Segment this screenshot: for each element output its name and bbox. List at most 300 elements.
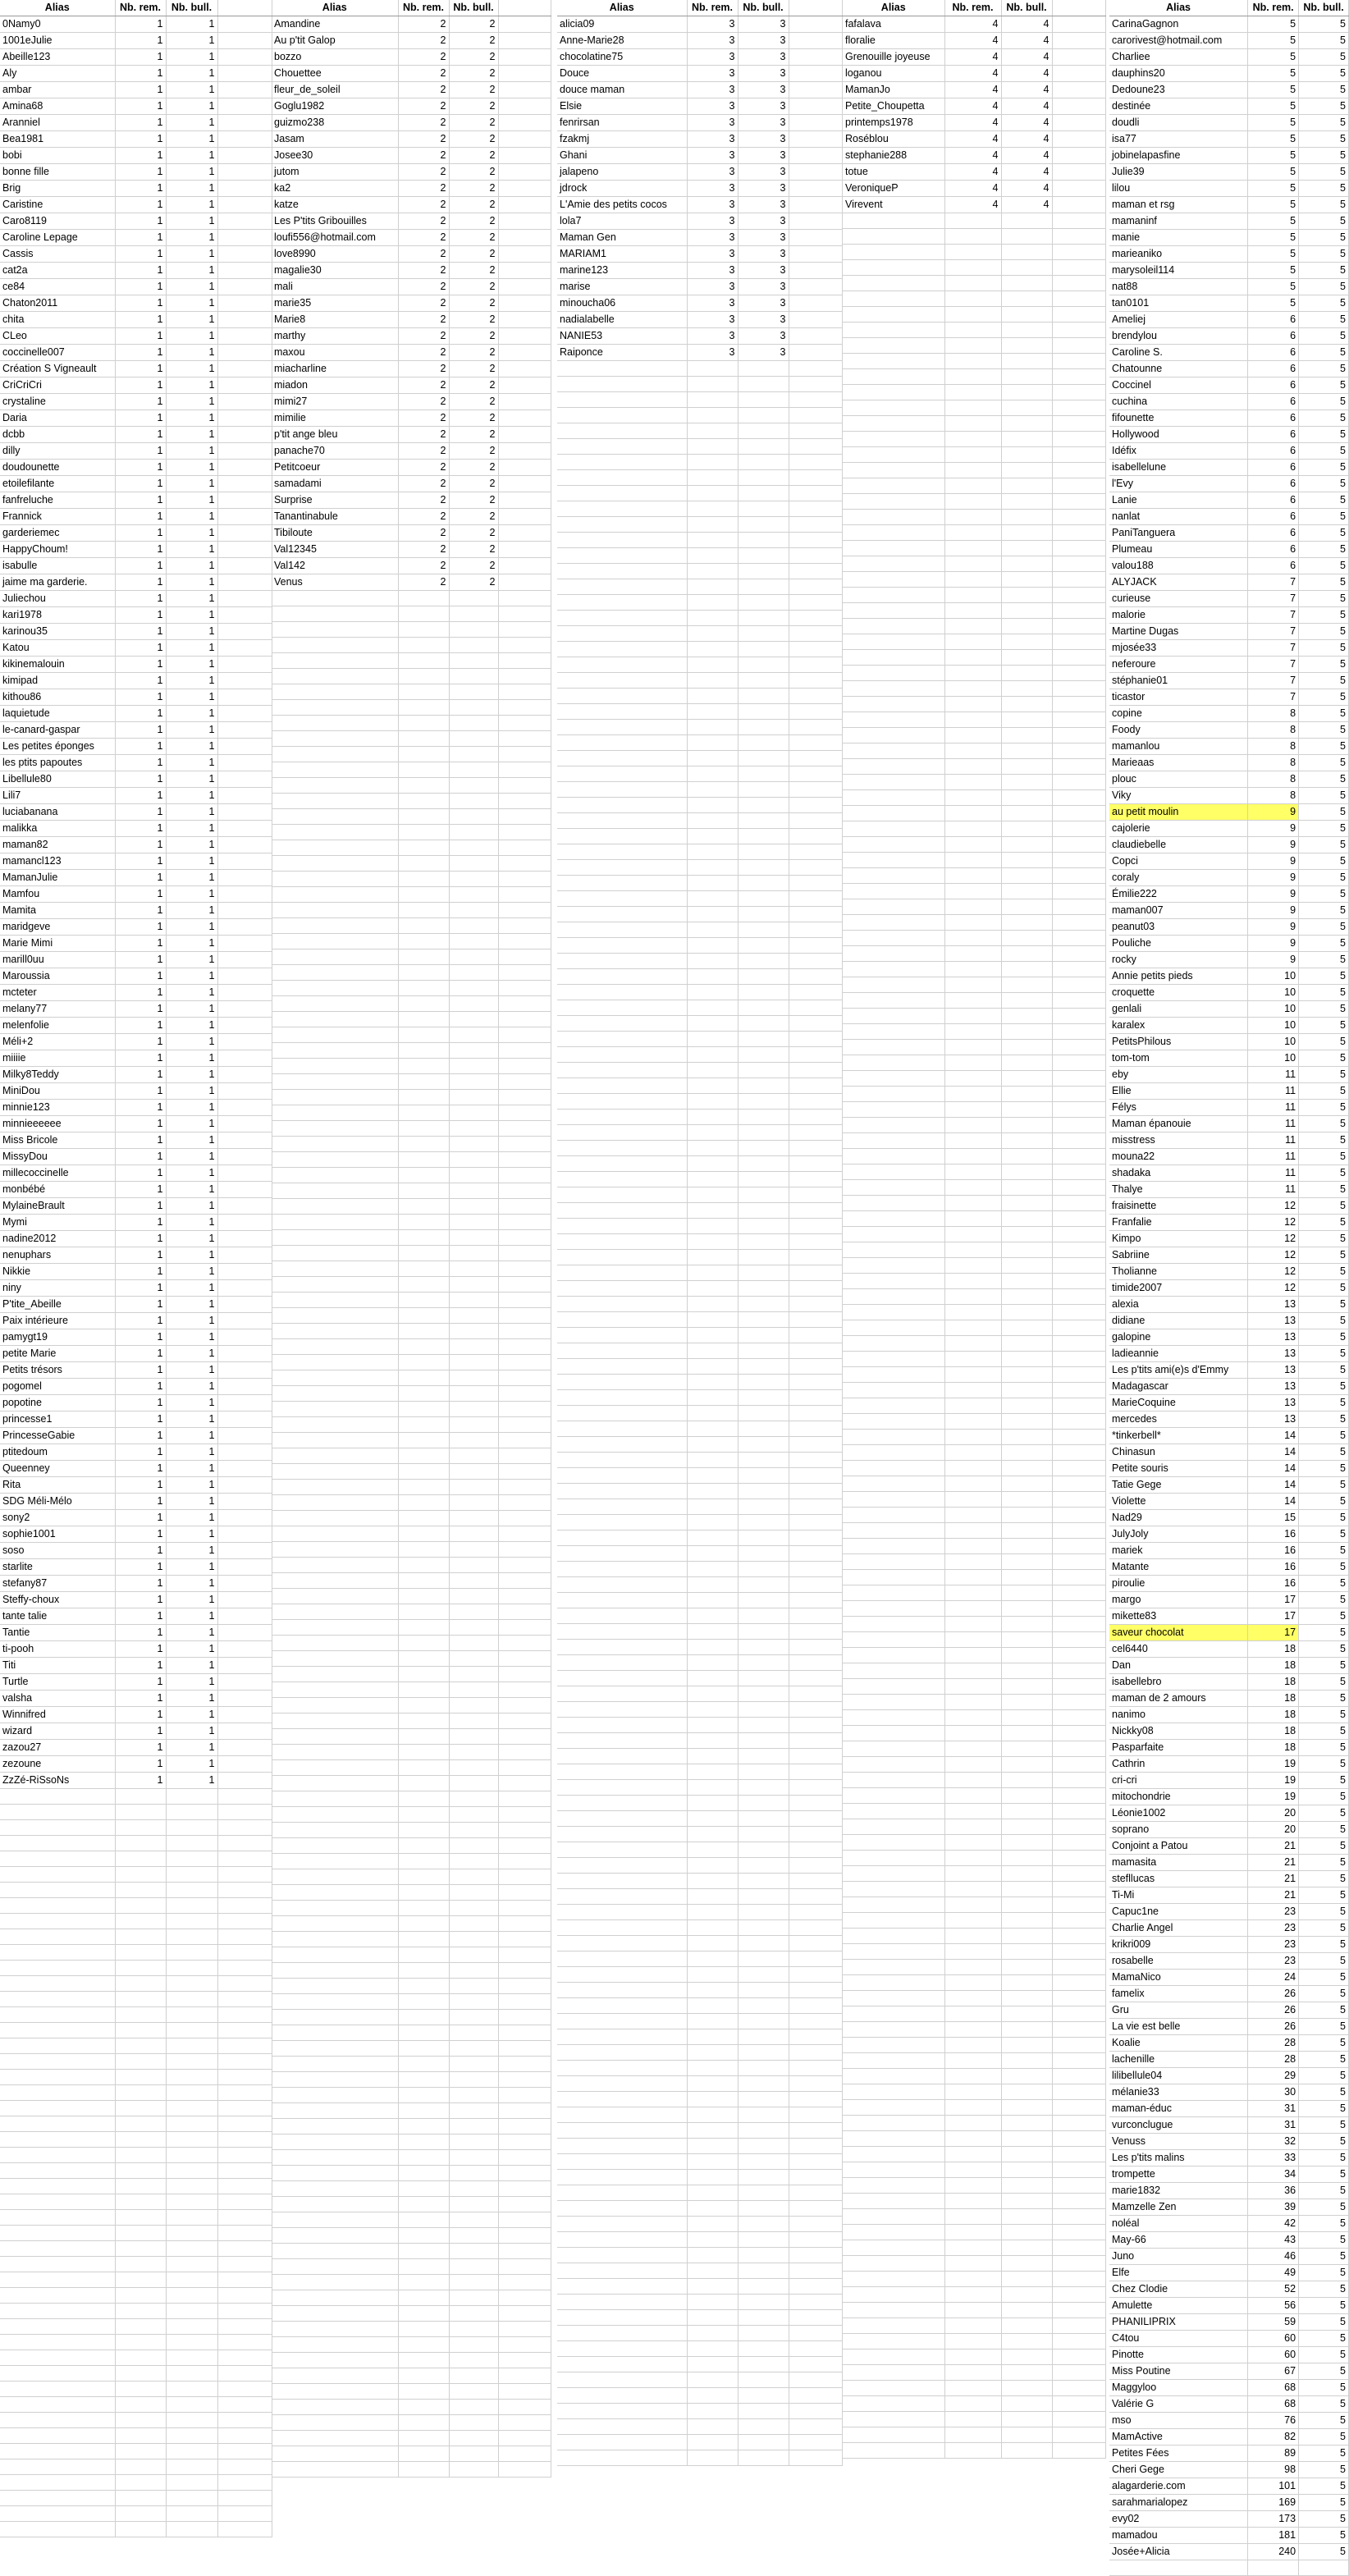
alias-cell[interactable] bbox=[843, 588, 944, 603]
bull-cell[interactable] bbox=[738, 1063, 789, 1078]
empty-cell[interactable] bbox=[789, 2076, 842, 2092]
alias-cell[interactable] bbox=[272, 1027, 398, 1043]
rem-cell[interactable]: 1 bbox=[115, 443, 166, 460]
rem-cell[interactable]: 5 bbox=[1248, 213, 1299, 230]
bull-cell[interactable]: 1 bbox=[166, 1346, 217, 1362]
empty-cell[interactable] bbox=[789, 860, 842, 876]
alias-cell[interactable] bbox=[272, 2197, 398, 2212]
empty-cell[interactable] bbox=[217, 1707, 272, 1723]
bull-cell[interactable]: 1 bbox=[166, 1625, 217, 1641]
alias-cell[interactable] bbox=[272, 1573, 398, 1589]
empty-cell[interactable] bbox=[217, 2226, 272, 2241]
bull-cell[interactable] bbox=[449, 638, 498, 653]
alias-cell[interactable] bbox=[557, 1889, 687, 1905]
bull-cell[interactable] bbox=[738, 1110, 789, 1125]
bull-cell[interactable]: 5 bbox=[1299, 886, 1349, 903]
bull-cell[interactable] bbox=[1001, 2287, 1052, 2303]
bull-cell[interactable] bbox=[449, 1979, 498, 1994]
bull-cell[interactable]: 1 bbox=[166, 1477, 217, 1494]
empty-cell[interactable] bbox=[1052, 2287, 1105, 2303]
empty-cell[interactable] bbox=[789, 1125, 842, 1141]
empty-cell[interactable] bbox=[498, 1137, 551, 1152]
bull-cell[interactable] bbox=[738, 1094, 789, 1110]
alias-cell[interactable] bbox=[843, 884, 944, 899]
alias-cell[interactable]: Copci bbox=[1109, 853, 1248, 870]
rem-cell[interactable]: 56 bbox=[1248, 2298, 1299, 2314]
bull-cell[interactable] bbox=[166, 1851, 217, 1867]
alias-cell[interactable] bbox=[272, 2010, 398, 2025]
bull-cell[interactable]: 2 bbox=[449, 295, 498, 312]
empty-cell[interactable] bbox=[1052, 556, 1105, 572]
alias-cell[interactable]: Frannick bbox=[0, 509, 115, 525]
bull-cell[interactable] bbox=[738, 954, 789, 969]
alias-cell[interactable] bbox=[0, 2132, 115, 2148]
rem-cell[interactable] bbox=[398, 669, 449, 684]
alias-cell[interactable]: Julie39 bbox=[1109, 164, 1248, 181]
empty-cell[interactable] bbox=[498, 778, 551, 794]
empty-cell[interactable] bbox=[789, 2061, 842, 2076]
alias-cell[interactable]: loufi556@hotmail.com bbox=[272, 230, 398, 246]
alias-cell[interactable] bbox=[272, 1667, 398, 1682]
alias-cell[interactable] bbox=[272, 2368, 398, 2384]
bull-cell[interactable]: 5 bbox=[1299, 689, 1349, 706]
alias-cell[interactable] bbox=[272, 934, 398, 949]
alias-cell[interactable] bbox=[843, 650, 944, 666]
bull-cell[interactable]: 3 bbox=[738, 148, 789, 164]
rem-cell[interactable] bbox=[944, 1695, 1001, 1710]
bull-cell[interactable] bbox=[166, 2101, 217, 2116]
alias-cell[interactable]: Léonie1002 bbox=[1109, 1805, 1248, 1822]
rem-cell[interactable]: 17 bbox=[1248, 1608, 1299, 1625]
alias-cell[interactable] bbox=[557, 2248, 687, 2263]
bull-cell[interactable]: 5 bbox=[1299, 804, 1349, 821]
rem-cell[interactable] bbox=[944, 775, 1001, 790]
alias-cell[interactable] bbox=[272, 1417, 398, 1433]
rem-cell[interactable]: 8 bbox=[1248, 788, 1299, 804]
alias-cell[interactable]: Hollywood bbox=[1109, 427, 1248, 443]
empty-cell[interactable] bbox=[217, 1116, 272, 1132]
empty-cell[interactable] bbox=[498, 1947, 551, 1963]
alias-cell[interactable] bbox=[843, 1866, 944, 1882]
bull-cell[interactable] bbox=[1001, 2303, 1052, 2318]
bull-cell[interactable]: 5 bbox=[1299, 771, 1349, 788]
bull-cell[interactable]: 5 bbox=[1299, 1592, 1349, 1608]
rem-cell[interactable] bbox=[944, 323, 1001, 338]
empty-cell[interactable] bbox=[789, 470, 842, 486]
alias-cell[interactable]: timide2007 bbox=[1109, 1280, 1248, 1297]
empty-cell[interactable] bbox=[498, 684, 551, 700]
empty-cell[interactable] bbox=[1052, 2272, 1105, 2287]
empty-cell[interactable] bbox=[789, 1187, 842, 1203]
rem-cell[interactable]: 7 bbox=[1248, 657, 1299, 673]
rem-cell[interactable] bbox=[115, 2210, 166, 2226]
bull-cell[interactable]: 5 bbox=[1299, 33, 1349, 49]
empty-cell[interactable] bbox=[1052, 1632, 1105, 1648]
rem-cell[interactable] bbox=[944, 2084, 1001, 2100]
bull-cell[interactable]: 2 bbox=[449, 558, 498, 574]
alias-cell[interactable] bbox=[843, 260, 944, 276]
bull-cell[interactable] bbox=[449, 1105, 498, 1121]
bull-cell[interactable]: 1 bbox=[166, 821, 217, 837]
alias-cell[interactable] bbox=[557, 1749, 687, 1764]
alias-cell[interactable] bbox=[272, 2103, 398, 2119]
bull-cell[interactable]: 5 bbox=[1299, 624, 1349, 640]
alias-cell[interactable] bbox=[0, 1851, 115, 1867]
rem-cell[interactable] bbox=[687, 517, 738, 533]
rem-cell[interactable] bbox=[944, 1476, 1001, 1492]
alias-cell[interactable] bbox=[843, 1601, 944, 1617]
bull-cell[interactable] bbox=[449, 1698, 498, 1714]
rem-cell[interactable] bbox=[944, 1336, 1001, 1352]
rem-cell[interactable]: 1 bbox=[115, 1018, 166, 1034]
bull-cell[interactable]: 4 bbox=[1001, 181, 1052, 197]
alias-cell[interactable]: Cassis bbox=[0, 246, 115, 263]
alias-cell[interactable] bbox=[843, 2131, 944, 2147]
empty-cell[interactable] bbox=[789, 844, 842, 860]
empty-cell[interactable] bbox=[498, 669, 551, 684]
empty-cell[interactable] bbox=[498, 98, 551, 115]
rem-cell[interactable]: 16 bbox=[1248, 1576, 1299, 1592]
alias-cell[interactable]: PaniTanguera bbox=[1109, 525, 1248, 542]
bull-cell[interactable]: 1 bbox=[166, 1526, 217, 1543]
empty-cell[interactable] bbox=[217, 1395, 272, 1412]
empty-cell[interactable] bbox=[789, 312, 842, 328]
empty-cell[interactable] bbox=[217, 1625, 272, 1641]
alias-cell[interactable] bbox=[843, 993, 944, 1009]
bull-cell[interactable] bbox=[1001, 962, 1052, 977]
empty-cell[interactable] bbox=[789, 1219, 842, 1234]
alias-cell[interactable] bbox=[557, 2263, 687, 2279]
empty-cell[interactable] bbox=[1052, 2178, 1105, 2194]
empty-cell[interactable] bbox=[498, 1636, 551, 1651]
empty-cell[interactable] bbox=[1052, 1009, 1105, 1024]
alias-cell[interactable] bbox=[0, 1929, 115, 1945]
rem-cell[interactable] bbox=[944, 1944, 1001, 1960]
bull-cell[interactable]: 1 bbox=[166, 1329, 217, 1346]
rem-cell[interactable]: 23 bbox=[1248, 1920, 1299, 1937]
alias-cell[interactable] bbox=[272, 872, 398, 887]
rem-cell[interactable] bbox=[687, 673, 738, 689]
rem-cell[interactable]: 59 bbox=[1248, 2314, 1299, 2331]
empty-cell[interactable] bbox=[1052, 1118, 1105, 1133]
bull-cell[interactable] bbox=[449, 2103, 498, 2119]
rem-cell[interactable] bbox=[944, 619, 1001, 634]
alias-cell[interactable] bbox=[843, 354, 944, 369]
empty-cell[interactable] bbox=[217, 1329, 272, 1346]
bull-cell[interactable]: 3 bbox=[738, 115, 789, 131]
rem-cell[interactable] bbox=[398, 825, 449, 840]
bull-cell[interactable]: 4 bbox=[1001, 197, 1052, 213]
rem-cell[interactable]: 9 bbox=[1248, 870, 1299, 886]
rem-cell[interactable] bbox=[398, 1105, 449, 1121]
rem-cell[interactable]: 4 bbox=[944, 164, 1001, 181]
alias-cell[interactable] bbox=[0, 1898, 115, 1914]
alias-cell[interactable] bbox=[0, 2257, 115, 2272]
rem-cell[interactable]: 2 bbox=[398, 361, 449, 377]
rem-cell[interactable] bbox=[398, 1916, 449, 1932]
alias-cell[interactable] bbox=[0, 2272, 115, 2288]
alias-cell[interactable] bbox=[272, 2337, 398, 2353]
empty-cell[interactable] bbox=[498, 949, 551, 965]
rem-cell[interactable] bbox=[398, 1339, 449, 1355]
empty-cell[interactable] bbox=[217, 1165, 272, 1182]
rem-cell[interactable] bbox=[944, 1835, 1001, 1851]
bull-cell[interactable]: 1 bbox=[166, 771, 217, 788]
bull-cell[interactable]: 1 bbox=[166, 115, 217, 131]
alias-cell[interactable] bbox=[557, 1406, 687, 1421]
alias-cell[interactable] bbox=[843, 494, 944, 510]
alias-cell[interactable] bbox=[843, 775, 944, 790]
bull-cell[interactable] bbox=[1001, 1242, 1052, 1258]
rem-cell[interactable] bbox=[944, 1570, 1001, 1585]
rem-cell[interactable] bbox=[944, 510, 1001, 525]
rem-cell[interactable] bbox=[398, 2259, 449, 2275]
empty-cell[interactable] bbox=[1052, 1289, 1105, 1305]
rem-cell[interactable] bbox=[944, 400, 1001, 416]
alias-cell[interactable] bbox=[843, 1835, 944, 1851]
empty-cell[interactable] bbox=[217, 2038, 272, 2054]
alias-cell[interactable]: MamActive bbox=[1109, 2429, 1248, 2446]
alias-cell[interactable] bbox=[557, 766, 687, 782]
empty-cell[interactable] bbox=[789, 1421, 842, 1437]
bull-cell[interactable] bbox=[1001, 2381, 1052, 2396]
rem-cell[interactable] bbox=[944, 666, 1001, 681]
rem-cell[interactable] bbox=[398, 2119, 449, 2134]
alias-cell[interactable]: karalex bbox=[1109, 1018, 1248, 1034]
empty-cell[interactable] bbox=[1052, 33, 1105, 49]
rem-cell[interactable]: 19 bbox=[1248, 1789, 1299, 1805]
alias-cell[interactable]: Nad29 bbox=[1109, 1510, 1248, 1526]
empty-cell[interactable] bbox=[498, 1698, 551, 1714]
empty-cell[interactable] bbox=[789, 1281, 842, 1297]
alias-cell[interactable]: Charlie Angel bbox=[1109, 1920, 1248, 1937]
alias-cell[interactable] bbox=[557, 1936, 687, 1951]
bull-cell[interactable] bbox=[449, 1947, 498, 1963]
bull-cell[interactable] bbox=[1001, 1741, 1052, 1757]
alias-cell[interactable] bbox=[843, 213, 944, 229]
bull-cell[interactable]: 5 bbox=[1299, 2347, 1349, 2363]
alias-cell[interactable] bbox=[272, 731, 398, 747]
rem-cell[interactable] bbox=[687, 2341, 738, 2357]
alias-cell[interactable] bbox=[272, 2446, 398, 2462]
bull-cell[interactable]: 2 bbox=[449, 197, 498, 213]
empty-cell[interactable] bbox=[498, 1714, 551, 1729]
bull-cell[interactable]: 1 bbox=[166, 722, 217, 739]
bull-cell[interactable] bbox=[738, 2357, 789, 2372]
alias-cell[interactable]: Madagascar bbox=[1109, 1379, 1248, 1395]
bull-cell[interactable] bbox=[738, 1998, 789, 2014]
alias-cell[interactable] bbox=[0, 2148, 115, 2163]
bull-cell[interactable] bbox=[449, 669, 498, 684]
bull-cell[interactable]: 5 bbox=[1299, 1543, 1349, 1559]
empty-cell[interactable] bbox=[1052, 1071, 1105, 1087]
alias-cell[interactable] bbox=[843, 556, 944, 572]
alias-cell[interactable]: MarieCoquine bbox=[1109, 1395, 1248, 1412]
rem-cell[interactable] bbox=[398, 1636, 449, 1651]
empty-cell[interactable] bbox=[217, 2444, 272, 2459]
rem-cell[interactable]: 3 bbox=[687, 279, 738, 295]
empty-cell[interactable] bbox=[217, 1559, 272, 1576]
bull-cell[interactable] bbox=[449, 1121, 498, 1137]
alias-cell[interactable]: etoilefilante bbox=[0, 476, 115, 492]
bull-cell[interactable]: 1 bbox=[166, 870, 217, 886]
alias-cell[interactable] bbox=[843, 2178, 944, 2194]
bull-cell[interactable] bbox=[1001, 1476, 1052, 1492]
alias-cell[interactable]: l'Evy bbox=[1109, 476, 1248, 492]
rem-cell[interactable]: 46 bbox=[1248, 2249, 1299, 2265]
bull-cell[interactable] bbox=[738, 735, 789, 751]
rem-cell[interactable]: 1 bbox=[115, 1215, 166, 1231]
rem-header[interactable]: Nb. rem. bbox=[687, 0, 738, 16]
bull-cell[interactable]: 4 bbox=[1001, 98, 1052, 115]
rem-cell[interactable] bbox=[115, 2366, 166, 2382]
bull-cell[interactable]: 5 bbox=[1299, 2429, 1349, 2446]
alias-cell[interactable]: Tholianne bbox=[1109, 1264, 1248, 1280]
bull-cell[interactable] bbox=[1001, 260, 1052, 276]
empty-cell[interactable] bbox=[498, 443, 551, 460]
bull-cell[interactable]: 2 bbox=[449, 98, 498, 115]
bull-cell[interactable] bbox=[1001, 666, 1052, 681]
alias-cell[interactable]: cuchina bbox=[1109, 394, 1248, 410]
alias-cell[interactable] bbox=[272, 1464, 398, 1480]
bull-cell[interactable]: 5 bbox=[1299, 607, 1349, 624]
rem-cell[interactable] bbox=[115, 2148, 166, 2163]
bull-cell[interactable] bbox=[1001, 1757, 1052, 1773]
empty-cell[interactable] bbox=[498, 1651, 551, 1667]
alias-cell[interactable]: kimipad bbox=[0, 673, 115, 689]
alias-cell[interactable]: lilibellule04 bbox=[1109, 2068, 1248, 2084]
alias-cell[interactable]: Petitcoeur bbox=[272, 460, 398, 476]
bull-cell[interactable]: 1 bbox=[166, 804, 217, 821]
bull-cell[interactable] bbox=[1001, 884, 1052, 899]
bull-cell[interactable] bbox=[1001, 1149, 1052, 1164]
rem-cell[interactable] bbox=[115, 2132, 166, 2148]
alias-cell[interactable]: Émilie222 bbox=[1109, 886, 1248, 903]
bull-cell[interactable]: 5 bbox=[1299, 328, 1349, 345]
empty-cell[interactable] bbox=[498, 49, 551, 66]
empty-cell[interactable] bbox=[1052, 2147, 1105, 2162]
empty-cell[interactable] bbox=[1052, 775, 1105, 790]
bull-cell[interactable] bbox=[738, 1967, 789, 1983]
alias-cell[interactable] bbox=[843, 432, 944, 447]
rem-cell[interactable] bbox=[687, 2419, 738, 2435]
empty-cell[interactable] bbox=[217, 2413, 272, 2428]
empty-cell[interactable] bbox=[789, 2217, 842, 2232]
alias-cell[interactable]: Elfe bbox=[1109, 2265, 1248, 2281]
rem-cell[interactable]: 1 bbox=[115, 131, 166, 148]
bull-cell[interactable] bbox=[449, 1916, 498, 1932]
rem-cell[interactable]: 1 bbox=[115, 345, 166, 361]
rem-cell[interactable] bbox=[687, 377, 738, 392]
rem-cell[interactable] bbox=[398, 2431, 449, 2446]
rem-header[interactable]: Nb. rem. bbox=[115, 0, 166, 16]
empty-cell[interactable] bbox=[1052, 494, 1105, 510]
rem-cell[interactable] bbox=[687, 1531, 738, 1546]
alias-cell[interactable] bbox=[843, 2209, 944, 2225]
bull-cell[interactable]: 1 bbox=[166, 82, 217, 98]
empty-cell[interactable] bbox=[217, 739, 272, 755]
bull-cell[interactable]: 5 bbox=[1299, 1379, 1349, 1395]
alias-cell[interactable] bbox=[843, 525, 944, 541]
rem-cell[interactable]: 5 bbox=[1248, 115, 1299, 131]
empty-cell[interactable] bbox=[789, 439, 842, 455]
empty-cell[interactable] bbox=[789, 2450, 842, 2466]
bull-cell[interactable] bbox=[166, 2116, 217, 2132]
bull-cell[interactable]: 5 bbox=[1299, 2396, 1349, 2413]
rem-cell[interactable]: 2 bbox=[398, 295, 449, 312]
alias-cell[interactable]: malorie bbox=[1109, 607, 1248, 624]
alias-cell[interactable] bbox=[272, 2166, 398, 2181]
empty-cell[interactable] bbox=[1052, 1523, 1105, 1539]
alias-cell[interactable]: loganou bbox=[843, 66, 944, 82]
alias-cell[interactable] bbox=[843, 1554, 944, 1570]
alias-cell[interactable]: jdrock bbox=[557, 181, 687, 197]
rem-cell[interactable] bbox=[944, 1445, 1001, 1461]
alias-cell[interactable]: Steffy-choux bbox=[0, 1592, 115, 1608]
rem-cell[interactable]: 1 bbox=[115, 525, 166, 542]
empty-cell[interactable] bbox=[1052, 1773, 1105, 1788]
empty-cell[interactable] bbox=[789, 1905, 842, 1920]
bull-cell[interactable]: 3 bbox=[738, 345, 789, 361]
alias-cell[interactable] bbox=[272, 2306, 398, 2322]
rem-cell[interactable] bbox=[687, 1297, 738, 1312]
bull-cell[interactable]: 5 bbox=[1299, 1691, 1349, 1707]
alias-cell[interactable] bbox=[272, 591, 398, 606]
empty-cell[interactable] bbox=[1052, 291, 1105, 307]
alias-cell[interactable] bbox=[843, 1196, 944, 1211]
empty-cell[interactable] bbox=[217, 1883, 272, 1898]
rem-cell[interactable] bbox=[944, 931, 1001, 946]
alias-cell[interactable] bbox=[557, 579, 687, 595]
alias-cell[interactable]: dauphins20 bbox=[1109, 66, 1248, 82]
alias-cell[interactable]: floralie bbox=[843, 33, 944, 49]
alias-cell[interactable]: isabellebro bbox=[1109, 1674, 1248, 1691]
empty-cell[interactable] bbox=[1052, 2334, 1105, 2350]
alias-cell[interactable] bbox=[0, 2116, 115, 2132]
alias-cell[interactable]: valou188 bbox=[1109, 558, 1248, 574]
empty-cell[interactable] bbox=[217, 1198, 272, 1215]
alias-cell[interactable]: isabulle bbox=[0, 558, 115, 574]
bull-cell[interactable] bbox=[738, 1390, 789, 1406]
alias-cell[interactable] bbox=[557, 2201, 687, 2217]
rem-cell[interactable] bbox=[115, 2506, 166, 2522]
rem-cell[interactable] bbox=[687, 891, 738, 907]
alias-cell[interactable] bbox=[557, 969, 687, 985]
alias-cell[interactable]: Nikkie bbox=[0, 1264, 115, 1280]
bull-cell[interactable]: 1 bbox=[166, 1231, 217, 1247]
alias-cell[interactable]: Grenouille joyeuse bbox=[843, 49, 944, 66]
alias-cell[interactable]: CriCriCri bbox=[0, 377, 115, 394]
bull-cell[interactable]: 5 bbox=[1299, 164, 1349, 181]
empty-cell[interactable] bbox=[498, 1121, 551, 1137]
rem-cell[interactable]: 1 bbox=[115, 213, 166, 230]
empty-cell[interactable] bbox=[498, 164, 551, 181]
rem-cell[interactable] bbox=[687, 1437, 738, 1453]
rem-cell[interactable] bbox=[115, 1929, 166, 1945]
bull-cell[interactable] bbox=[449, 872, 498, 887]
empty-cell[interactable] bbox=[498, 361, 551, 377]
rem-cell[interactable]: 29 bbox=[1248, 2068, 1299, 2084]
bull-cell[interactable]: 5 bbox=[1299, 377, 1349, 394]
empty-cell[interactable] bbox=[1052, 1476, 1105, 1492]
bull-cell[interactable]: 5 bbox=[1299, 2314, 1349, 2331]
empty-cell[interactable] bbox=[1052, 1648, 1105, 1663]
rem-cell[interactable]: 13 bbox=[1248, 1395, 1299, 1412]
bull-cell[interactable] bbox=[738, 1671, 789, 1686]
bull-cell[interactable] bbox=[166, 2506, 217, 2522]
alias-cell[interactable]: lola7 bbox=[557, 213, 687, 230]
empty-cell[interactable] bbox=[498, 131, 551, 148]
